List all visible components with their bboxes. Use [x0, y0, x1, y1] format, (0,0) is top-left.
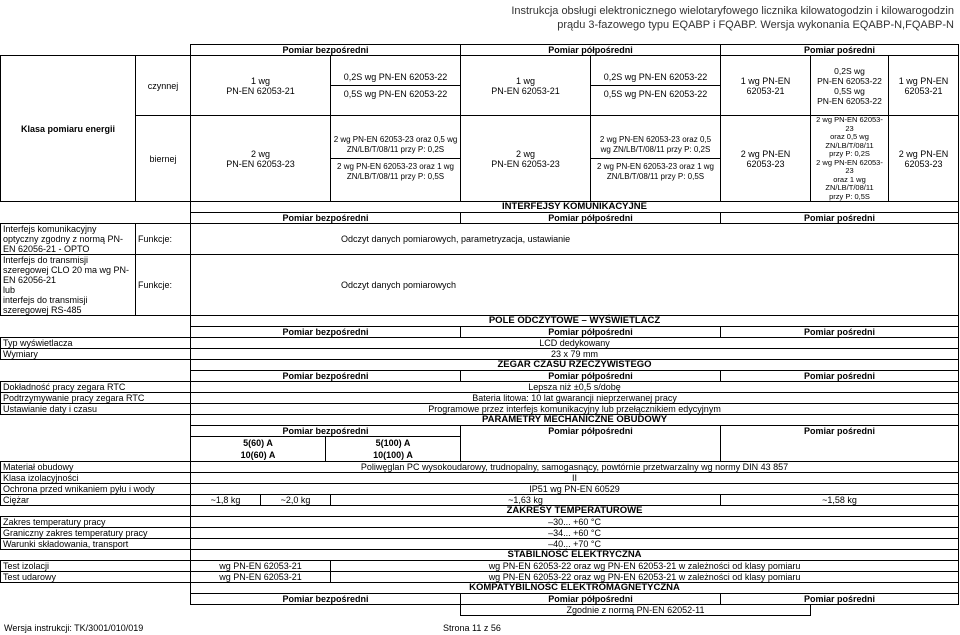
rtc-set-label: Ustawianie daty i czasu — [1, 404, 191, 415]
header-line-1: Instrukcja obsługi elektronicznego wielotaryfowego licznika kilowatogodzin i kilowarogodzin — [511, 5, 954, 17]
display-dims-label: Wymiary — [1, 349, 191, 360]
d-active: 1 wg PN-EN 62053-21 — [191, 56, 331, 116]
s2-a1: 0,2S wg PN-EN 62053-22 — [591, 69, 720, 86]
weight-3: ~1,63 kg — [331, 495, 721, 506]
t2-label: Test udarowy — [1, 572, 191, 583]
col-semi-5: Pomiar półpośredni — [461, 426, 721, 462]
i3-active: 1 wg PN-EN 62053-21 — [889, 56, 959, 116]
col-semi-3: Pomiar półpośredni — [461, 327, 721, 338]
col-indirect-3: Pomiar pośredni — [721, 327, 959, 338]
footer-version: Wersja instrukcji: TK/3001/010/019 — [4, 623, 144, 633]
col-semi: Pomiar półpośredni — [461, 45, 721, 56]
temp-r1: –30... +60 °C — [191, 517, 959, 528]
temp-r1-label: Zakres temperatury pracy — [1, 517, 191, 528]
temp-r2-label: Graniczny zakres temperatury pracy — [1, 528, 191, 539]
rtc-acc: Lepsza niż ±0,5 s/dobę — [191, 382, 959, 393]
col-indirect-5: Pomiar pośredni — [721, 426, 959, 462]
interfaces-title: INTERFEJSY KOMUNIKACYJNE — [191, 202, 959, 213]
col-indirect: Pomiar pośredni — [721, 45, 959, 56]
temp-title: ZAKRESY TEMPERATUROWE — [191, 506, 959, 517]
reactive-label: biernej — [136, 116, 191, 202]
opto-label: Interfejs komunikacyjny optyczny zgodny z normą PN-EN 62056-21 - OPTO — [1, 224, 136, 255]
insulation-class: II — [191, 473, 959, 484]
s2-r2: 2 wg PN-EN 62053-23 oraz 1 wg ZN/LB/T/08/11 przy P: 0,5S — [597, 162, 714, 181]
emc-title: KOMPATYBILNOŚĆ ELEKTROMAGNETYCZNA — [191, 583, 959, 594]
rtc-backup-label: Podtrzymywanie pracy zegara RTC — [1, 393, 191, 404]
display-type: LCD dedykowany — [191, 338, 959, 349]
emc-value: Zgodnie z normą PN-EN 62052-11 — [461, 605, 811, 616]
col-semi-4: Pomiar półpośredni — [461, 371, 721, 382]
rtc-acc-label: Dokładność pracy zegara RTC — [1, 382, 191, 393]
serial-label: Interfejs do transmisji szeregowej CLO 20 ma wg PN-EN 62056-21 lub interfejs do transmisji szeregowej RS-485 — [1, 255, 136, 316]
mech-c1b: 10(60) A — [240, 450, 276, 460]
col-indirect-4: Pomiar pośredni — [721, 371, 959, 382]
ip-label: Ochrona przed wnikaniem pyłu i wody — [1, 484, 191, 495]
weight-label: Ciężar — [1, 495, 191, 506]
d2-a1: 0,2S wg PN-EN 62053-22 — [331, 69, 460, 86]
col-direct: Pomiar bezpośredni — [191, 45, 461, 56]
temp-r2: –34... +60 °C — [191, 528, 959, 539]
elec-title: STABILNOŚĆ ELEKTRYCZNA — [191, 550, 959, 561]
mech-c2b: 10(100) A — [373, 450, 413, 460]
i-active: 1 wg PN-EN 62053-21 — [721, 56, 811, 116]
weight-4: ~1,58 kg — [721, 495, 959, 506]
t1-label: Test izolacji — [1, 561, 191, 572]
i-reactive: 2 wg PN-EN 62053-23 — [721, 116, 811, 202]
s-active: 1 wg PN-EN 62053-21 — [461, 56, 591, 116]
display-title: POLE ODCZYTOWE – WYŚWIETLACZ — [191, 316, 959, 327]
col-indirect-2: Pomiar pośredni — [721, 213, 959, 224]
d2-a2: 0,5S wg PN-EN 62053-22 — [343, 89, 448, 99]
t1-b: wg PN-EN 62053-22 oraz wg PN-EN 62053-21 w zależności od klasy pomiaru — [331, 561, 959, 572]
s2-a2: 0,5S wg PN-EN 62053-22 — [603, 89, 708, 99]
active-label: czynnej — [136, 56, 191, 116]
s-reactive: 2 wg PN-EN 62053-23 — [461, 116, 591, 202]
col-direct-4: Pomiar bezpośredni — [191, 371, 461, 382]
ip-rating: IP51 wg PN-EN 60529 — [191, 484, 959, 495]
temp-r3-label: Warunki składowania, transport — [1, 539, 191, 550]
mech-c2a: 5(100) A — [375, 438, 411, 448]
class-label: Klasa izolacyjności — [1, 473, 191, 484]
mech-title: PARAMETRY MECHANICZNE OBUDOWY — [191, 415, 959, 426]
spec-table — [0, 44, 959, 616]
t1-a: wg PN-EN 62053-21 — [191, 561, 331, 572]
weight-1: ~1,8 kg — [191, 495, 261, 505]
col-direct-6: Pomiar bezpośredni — [191, 594, 461, 605]
func-1: Odczyt danych pomiarowych, parametryzacja, ustawianie — [191, 224, 959, 255]
t2-b: wg PN-EN 62053-22 oraz wg PN-EN 62053-21 w zależności od klasy pomiaru — [331, 572, 959, 583]
i2-reactive: 2 wg PN-EN 62053-23 oraz 0,5 wg ZN/LB/T/08/11 przy P: 0,2S 2 wg PN-EN 62053-23 oraz 1 wg ZN/LB/T/08/11 przy P: 0,5S — [811, 116, 889, 202]
temp-r3: –40... +70 °C — [191, 539, 959, 550]
func-label-2: Funkcje: — [136, 255, 191, 316]
footer-page: Strona 11 z 56 — [443, 623, 501, 633]
rtc-title: ZEGAR CZASU RZECZYWISTEGO — [191, 360, 959, 371]
i3-reactive: 2 wg PN-EN 62053-23 — [889, 116, 959, 202]
rtc-set: Programowe przez interfejs komunikacyjny lub przełącznikiem edycyjnym — [191, 404, 959, 415]
col-direct-5: Pomiar bezpośredni — [191, 426, 460, 437]
i2-active: 0,2S wg PN-EN 62053-22 0,5S wg PN-EN 62053-22 — [811, 56, 889, 116]
col-direct-3: Pomiar bezpośredni — [191, 327, 461, 338]
housing: Poliwęglan PC wysokoudarowy, trudnopalny, samogasnący, powtórnie przetwarzalny wg normy DIN 43 857 — [191, 462, 959, 473]
header-line-2: prądu 3-fazowego typu EQABP i FQABP. Wersja wykonania EQABP-N,FQABP-N — [557, 19, 954, 31]
col-semi-6: Pomiar półpośredni — [461, 594, 721, 605]
t2-a: wg PN-EN 62053-21 — [191, 572, 331, 583]
s2-r1: 2 wg PN-EN 62053-23 oraz 0,5 wg ZN/LB/T/08/11 przy P: 0,2S — [591, 132, 720, 159]
func-2: Odczyt danych pomiarowych — [191, 255, 959, 316]
col-semi-2: Pomiar półpośredni — [461, 213, 721, 224]
display-type-label: Typ wyświetlacza — [1, 338, 191, 349]
func-label-1: Funkcje: — [136, 224, 191, 255]
accuracy-label: Klasa pomiaru energii — [1, 56, 136, 202]
housing-label: Materiał obudowy — [1, 462, 191, 473]
mech-c1a: 5(60) A — [243, 438, 273, 448]
display-dims: 23 x 79 mm — [191, 349, 959, 360]
d-reactive: 2 wg PN-EN 62053-23 — [191, 116, 331, 202]
col-indirect-6: Pomiar pośredni — [721, 594, 959, 605]
weight-2: ~2,0 kg — [280, 495, 311, 505]
d2-r1: 2 wg PN-EN 62053-23 oraz 0,5 wg ZN/LB/T/08/11 przy P: 0,2S — [331, 132, 460, 159]
rtc-backup: Bateria litowa: 10 lat gwarancji nieprzerwanej pracy — [191, 393, 959, 404]
document-header — [511, 4, 954, 32]
d2-r2: 2 wg PN-EN 62053-23 oraz 1 wg ZN/LB/T/08/11 przy P: 0,5S — [337, 162, 454, 181]
col-direct-2: Pomiar bezpośredni — [191, 213, 461, 224]
